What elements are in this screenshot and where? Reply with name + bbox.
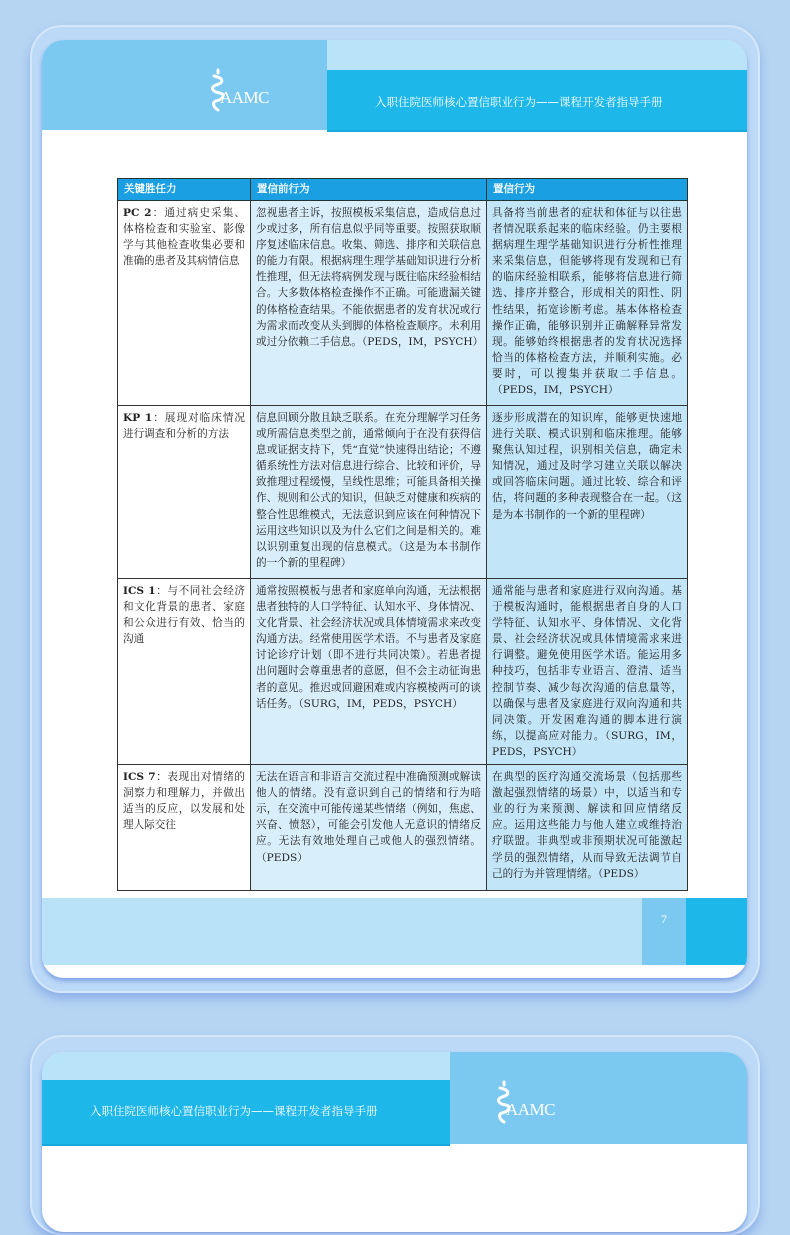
next-header-logo-block [450, 1052, 747, 1144]
header-logo-block [42, 40, 327, 130]
page-number: 7 [642, 898, 686, 965]
competency-text: ：表现出对情绪的洞察力和理解力，并做出适当的反应，以发展和处理人际交往 [123, 771, 245, 832]
document-page [42, 40, 747, 978]
competency-text: ：展现对临床情况进行调查和分析的方法 [123, 412, 246, 441]
pre-entrustable-cell: 无法在语言和非语言交流过程中准确预测或解读他人的情绪。没有意识到自己的情绪和行为暗示，在交流中可能传递某些情绪（例如，焦虑、兴奋、愤怒），可能会引发他人无意识的情绪反应。无法有效地处理自己或他人的强烈情绪。（PEDS） [251, 765, 487, 891]
logo-text: AAMC [506, 1100, 556, 1119]
footer-accent [686, 898, 747, 965]
entrustable-cell: 在典型的医疗沟通交流场景（包括那些激起强烈情绪的场景）中，以适当和专业的行为来预测、解读和回应情绪反应。运用这些能力与他人建立或维持治疗联盟。非典型或非预期状况可能激起学员的强烈情绪，从而导致无法调节自己的行为并管理情绪。（PEDS） [487, 765, 688, 891]
header-title-bar [327, 70, 747, 132]
next-document-title: 入职住院医师核心置信职业行为——课程开发者指导手册 [90, 1104, 378, 1118]
competency-cell [118, 201, 251, 406]
pre-entrustable-cell: 通常按照模板与患者和家庭单向沟通，无法根据患者独特的人口学特征、认知水平、身体情况、文化背景、社会经济状况或具体情境需求来改变沟通方法。经常使用医学术语。不与患者及家庭讨论诊疗计划（即不进行共同决策）。若患者提出问题时会尊重患者的意愿，但不会主动征询患者的意见。推迟或回避困难或内容模棱两可的谈话任务。（SURG，IM，PEDS，PSYCH） [251, 579, 487, 765]
table-row [118, 406, 688, 579]
table-header-row [118, 179, 688, 201]
competency-code: PC 2 [123, 207, 152, 219]
competency-cell [118, 406, 251, 579]
competency-cell [118, 579, 251, 765]
document-title: 入职住院医师核心置信职业行为——课程开发者指导手册 [375, 95, 663, 109]
competency-code: ICS 7 [123, 771, 156, 784]
column-header: 关键胜任力 [118, 179, 251, 201]
competency-text: ：通过病史采集、体格检查和实验室、影像学与其他检查收集必要和准确的患者及其病情信息 [123, 207, 245, 268]
table-row [118, 765, 688, 891]
next-header-title-bar [42, 1080, 450, 1146]
competency-table [117, 178, 688, 891]
entrustable-cell: 具备将当前患者的症状和体征与以往患者情况联系起来的临床经验。仍主要根据病理生理学基础知识进行分析性推理来采集信息，但能够将现有发现和已有的临床经验相联系，能够将信息进行筛选、排序并整合，形成相关的阳性、阴性结果，拓宽诊断考虑。基本体格检查操作正确，能够识别并正确解释异常发现。能够始终根据患者的发育状况选择恰当的体格检查方法，并顺利实施。必要时，可以搜集并获取二手信息。（PEDS，IM，PSYCH） [487, 201, 688, 406]
competency-code: KP 1 [123, 412, 153, 424]
column-header: 置信前行为 [251, 179, 487, 201]
entrustable-cell: 通常能与患者和家庭进行双向沟通。基于模板沟通时，能根据患者自身的人口学特征、认知水平、身体情况、文化背景、社会经济状况或具体情境需求来进行调整。避免使用医学术语。能运用多种技巧，包括非专业语言、澄清、适当控制节奏、减少每次沟通的信息量等，以确保与患者及家庭进行双向沟通和共同决策。开发困难沟通的脚本进行演练，以提高应对能力。（SURG，IM，PEDS，PSYCH） [487, 579, 688, 765]
next-page-card [30, 1035, 760, 1235]
competency-code: ICS 1 [123, 585, 156, 597]
next-header-top-strip [42, 1052, 450, 1080]
column-header: 置信行为 [487, 179, 688, 201]
logo-text: AAMC [220, 88, 270, 107]
competency-text: ：与不同社会经济和文化背景的患者、家庭和公众进行有效、恰当的沟通 [123, 585, 245, 646]
footer-band [42, 898, 642, 965]
pre-entrustable-cell: 忽视患者主诉，按照模板采集信息，造成信息过少或过多，所有信息似乎同等重要。按照获取顺序复述临床信息。收集、筛选、排序和关联信息的能力有限。根据病理生理学基础知识进行分析性推理，但无法将病例发现与既往临床经验相结合。大多数体格检查操作不正确。可能遗漏关键的体格检查结果。不能依据患者的发育状况或行为需求而改变从头到脚的体格检查顺序。未利用或过分依赖二手信息。（PEDS，IM，PSYCH） [251, 201, 487, 406]
competency-cell [118, 765, 251, 891]
pre-entrustable-cell: 信息回顾分散且缺乏联系。在充分理解学习任务或所需信息类型之前，通常倾向于在没有获得信息或证据支持下，凭“直觉”快速得出结论；不遵循系统性方法对信息进行综合、比较和评价，导致推理过程缓慢，呈线性思维；可能具备相关操作、规则和公式的知识，但缺乏对健康和疾病的整合性思维模式，无法意识到应该在何种情况下运用这些知识以及为什么它们之间是相关的。难以识别重复出现的信息模式。（这是为本书制作的一个新的里程碑） [251, 406, 487, 579]
next-document-page [42, 1052, 747, 1232]
page-card [30, 25, 760, 993]
table-row [118, 201, 688, 406]
table-row [118, 579, 688, 765]
header-top-strip [327, 40, 747, 70]
entrustable-cell: 逐步形成潜在的知识库，能够更快速地进行关联、模式识别和临床推理。能够聚焦认知过程，识别相关信息，确定未知情况，通过及时学习建立关联以解决或回答临床问题。通过比较、综合和评估，将问题的多种表现整合在一起。（这是为本书制作的一个新的里程碑） [487, 406, 688, 579]
